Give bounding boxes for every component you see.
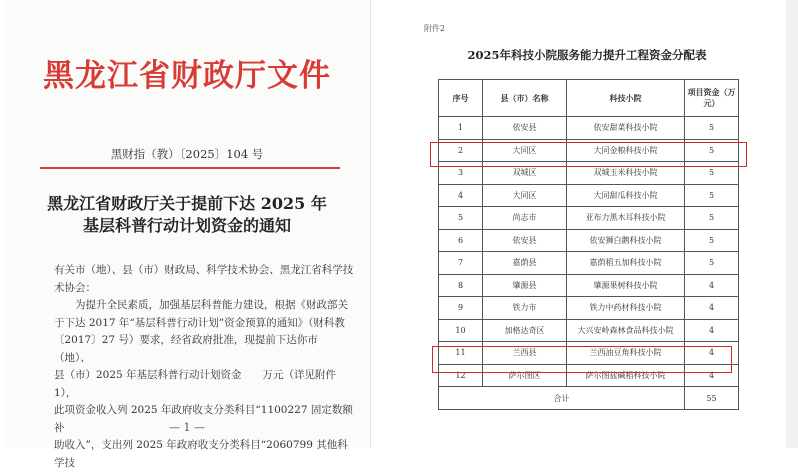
cell-fund: 4 [685, 297, 739, 320]
cell-county: 兰西县 [483, 342, 567, 365]
cell-station: 大兴安岭森林食品科技小院 [567, 319, 685, 342]
cell-no: 3 [439, 162, 483, 185]
cell-station: 大同金粮科技小院 [567, 139, 685, 162]
cell-fund: 5 [685, 162, 739, 185]
cell-station: 萨尔图盐碱稻科技小院 [567, 364, 685, 387]
header-county: 县（市）名称 [483, 80, 567, 117]
cell-station: 肇源果树科技小院 [567, 274, 685, 297]
attachment-label: 附件2 [424, 24, 446, 33]
notice-title-line-2: 基层科普行动计划资金的通知 [82, 216, 291, 235]
cell-no: 8 [439, 274, 483, 297]
notice-title [4, 193, 370, 237]
table-row [439, 229, 739, 252]
cell-fund: 4 [685, 319, 739, 342]
cell-no: 6 [439, 229, 483, 252]
cell-fund: 5 [685, 184, 739, 207]
cell-no: 10 [439, 319, 483, 342]
cell-no: 5 [439, 207, 483, 230]
table-row [439, 297, 739, 320]
cell-station: 嘉荫稻五加科技小院 [567, 252, 685, 275]
cell-no: 7 [439, 252, 483, 275]
notice-body [54, 262, 354, 472]
cell-county: 嘉荫县 [483, 252, 567, 275]
table-row [439, 252, 739, 275]
cell-county: 尚志市 [483, 207, 567, 230]
table-row [439, 207, 739, 230]
cell-fund: 5 [685, 252, 739, 275]
cell-county: 大同区 [483, 139, 567, 162]
body-line: 助收入”，支出列 2025 年政府收支分类科目“2060799 其他科学技 [54, 439, 348, 469]
body-line: 此项资金收入列 2025 年政府收支分类科目“1100227 固定数额补 [54, 404, 353, 434]
body-line: 为提升全民素质，加强基层科普能力建设，根据《财政部关 [75, 299, 348, 311]
cell-station: 亚布力黑木耳科技小院 [567, 207, 685, 230]
cell-station: 大同甜瓜科技小院 [567, 184, 685, 207]
table-row [439, 139, 739, 162]
page-edge-shadow [786, 0, 798, 448]
cell-station: 铁力中药材科技小院 [567, 297, 685, 320]
cell-county: 依安县 [483, 229, 567, 252]
header-no: 序号 [439, 80, 483, 117]
table-header-row [439, 80, 739, 117]
cell-station: 依安甜菜科技小院 [567, 117, 685, 140]
addressee-line-2: 术协会： [54, 281, 96, 294]
addressee-line-1: 有关市（地）、县（市）财政局、科学技术协会、黑龙江省科学技 [54, 264, 354, 276]
notice-title-line-1: 黑龙江省财政厅关于提前下达 2025 年 [47, 194, 327, 213]
total-value: 55 [685, 387, 739, 410]
cell-no: 12 [439, 364, 483, 387]
document-number: 黑财指（教）〔2025〕104 号 [110, 147, 264, 161]
cell-fund: 4 [685, 342, 739, 365]
cell-fund: 4 [685, 274, 739, 297]
letterhead-red-rule [40, 167, 340, 169]
table-row [439, 162, 739, 185]
cell-no: 9 [439, 297, 483, 320]
cell-county: 双城区 [483, 162, 567, 185]
cell-no: 11 [439, 342, 483, 365]
cell-fund: 5 [685, 117, 739, 140]
cell-county: 大同区 [483, 184, 567, 207]
table-row [439, 319, 739, 342]
cell-county: 加格达奇区 [483, 319, 567, 342]
cell-fund: 5 [685, 229, 739, 252]
cell-county: 铁力市 [483, 297, 567, 320]
cell-fund: 4 [685, 364, 739, 387]
table-row [439, 117, 739, 140]
cell-county: 依安县 [483, 117, 567, 140]
cell-no: 4 [439, 184, 483, 207]
attachment-page [388, 0, 786, 448]
body-line: 县（市）2025 年基层科普行动计划资金 万元（详见附件 1）， [54, 369, 337, 399]
total-label: 合计 [439, 387, 685, 410]
body-line: 〔2017〕27 号）要求，经省政府批准，现提前下达你市（地）、 [54, 334, 318, 364]
table-row [439, 184, 739, 207]
notice-page [4, 0, 371, 469]
letterhead-title: 黑龙江省财政厅文件 [43, 58, 331, 94]
fund-allocation-table [438, 79, 739, 410]
cell-county: 萨尔图区 [483, 364, 567, 387]
table-row [439, 364, 739, 387]
header-fund: 项目资金（万元） [685, 80, 739, 117]
cell-county: 肇源县 [483, 274, 567, 297]
page-number: — 1 — [169, 421, 205, 434]
table-total-row [439, 387, 739, 410]
cell-station: 双城玉米科技小院 [567, 162, 685, 185]
cell-no: 2 [439, 139, 483, 162]
cell-station: 兰西油豆角科技小院 [567, 342, 685, 365]
header-station: 科技小院 [567, 80, 685, 117]
cell-no: 1 [439, 117, 483, 140]
body-line: 于下达 2017 年“基层科普行动计划”资金预算的通知》（财科教 [54, 316, 345, 329]
cell-fund: 5 [685, 207, 739, 230]
table-row [439, 342, 739, 365]
cell-station: 依安狮白鹅科技小院 [567, 229, 685, 252]
table-row [439, 274, 739, 297]
cell-fund: 5 [685, 139, 739, 162]
table-title: 2025年科技小院服务能力提升工程资金分配表 [467, 48, 707, 62]
